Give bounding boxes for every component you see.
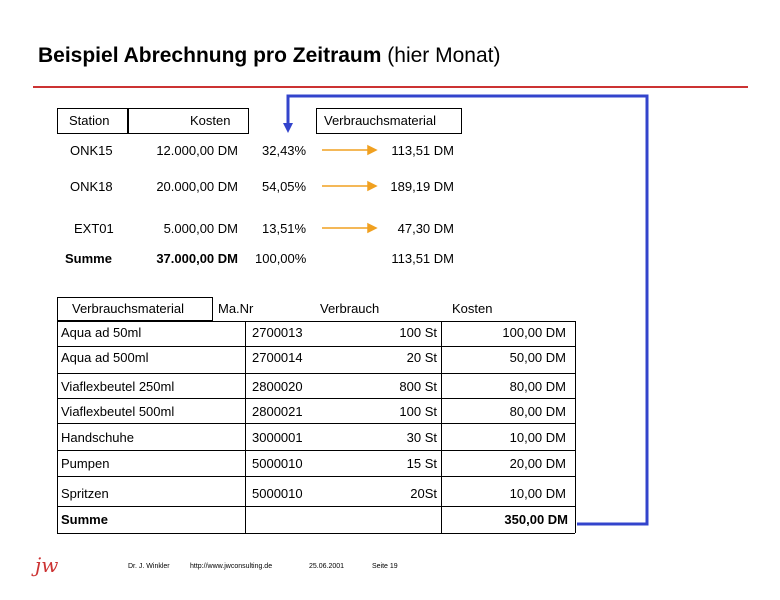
grid-line [57, 321, 58, 533]
row-manr: 2700014 [252, 350, 303, 365]
sum-material: 113,51 DM [391, 251, 454, 266]
row-verbrauch: 30 St [406, 430, 437, 445]
row-verbrauch: 15 St [406, 456, 437, 471]
orange-arrows [322, 146, 376, 232]
grid-line [57, 346, 575, 347]
row-manr: 5000010 [252, 486, 303, 501]
title-sub: (hier Monat) [387, 44, 501, 67]
row-verbrauch: 100 St [399, 325, 437, 340]
row-kosten: 10,00 DM [509, 430, 566, 445]
row-kosten: 12.000,00 DM [156, 143, 238, 158]
row-material: Pumpen [61, 456, 110, 471]
row-material: 189,19 DM [390, 179, 454, 194]
row-percent: 13,51% [262, 221, 307, 236]
row-material: Aqua ad 50ml [61, 325, 142, 340]
row-kosten: 10,00 DM [509, 486, 566, 501]
grid-line [57, 533, 575, 534]
row-verbrauch: 20St [410, 486, 437, 501]
row-kosten: 20,00 DM [509, 456, 566, 471]
sum-percent: 100,00% [255, 251, 307, 266]
row-station: EXT01 [74, 221, 114, 236]
header-kosten-box [128, 108, 249, 134]
row-material: Viaflexbeutel 500ml [61, 404, 175, 419]
footer-url: http://www.jwconsulting.de [190, 563, 273, 570]
header-kosten: Kosten [452, 301, 493, 316]
grid-line [575, 321, 576, 533]
grid-line [441, 321, 442, 533]
row-manr: 5000010 [252, 456, 303, 471]
header-station: Station [69, 113, 110, 128]
row-material: Handschuhe [61, 430, 134, 445]
row-manr: 2800021 [252, 404, 303, 419]
row-station: ONK18 [70, 179, 113, 194]
row-manr: 2700013 [252, 325, 303, 340]
sum-label: Summe [65, 251, 112, 266]
row-manr: 2800020 [252, 379, 303, 394]
grid-line [57, 423, 575, 424]
header-material: Verbrauchsmaterial [324, 113, 436, 128]
logo: jw [35, 553, 59, 577]
title-main: Beispiel Abrechnung pro Zeitraum [38, 44, 382, 67]
row-verbrauch: 20 St [406, 350, 437, 365]
grid-line [57, 398, 575, 399]
grid-line [57, 373, 575, 374]
row-manr: 3000001 [252, 430, 303, 445]
row-material: 113,51 DM [391, 143, 454, 158]
row-material: Viaflexbeutel 250ml [61, 379, 175, 394]
header-kosten: Kosten [190, 113, 231, 128]
row-kosten: 100,00 DM [502, 325, 566, 340]
blue-arrowhead-icon [283, 123, 293, 133]
grid-line [245, 321, 246, 533]
row-material: Spritzen [61, 486, 109, 501]
row-kosten: 50,00 DM [509, 350, 566, 365]
row-verbrauch: 100 St [399, 404, 437, 419]
header-verbrauch: Verbrauch [320, 301, 380, 316]
grid-line [57, 321, 575, 322]
row-kosten: 5.000,00 DM [163, 221, 238, 236]
row-kosten: 80,00 DM [509, 404, 566, 419]
row-kosten: 80,00 DM [509, 379, 566, 394]
header-manr: Ma.Nr [218, 301, 254, 316]
header-material: Verbrauchsmaterial [72, 301, 184, 316]
row-kosten: 20.000,00 DM [156, 179, 238, 194]
row-percent: 54,05% [262, 179, 307, 194]
row-station: ONK15 [70, 143, 113, 158]
sum-kosten: 37.000,00 DM [156, 251, 238, 266]
grid-line [57, 450, 575, 451]
footer-author: Dr. J. Winkler [128, 563, 170, 570]
row-material: Aqua ad 500ml [61, 350, 149, 365]
row-material: 47,30 DM [397, 221, 454, 236]
row-verbrauch: 800 St [399, 379, 437, 394]
sum-kosten: 350,00 DM [504, 512, 568, 527]
grid-line [57, 476, 575, 477]
footer-date: 25.06.2001 [309, 563, 345, 570]
row-percent: 32,43% [262, 143, 307, 158]
footer-page: Seite 19 [372, 563, 398, 570]
grid-line [57, 506, 575, 507]
sum-label: Summe [61, 512, 108, 527]
